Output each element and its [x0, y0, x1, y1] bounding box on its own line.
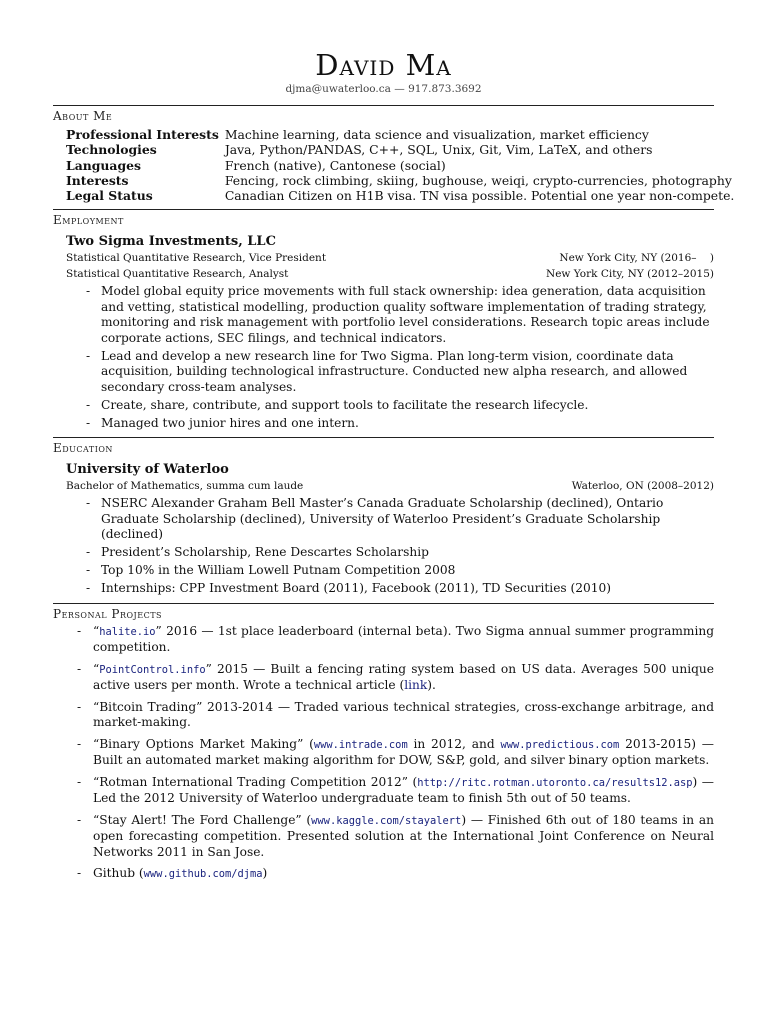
- about-table: [66, 127, 734, 203]
- degree-title: Bachelor of Mathematics, summa cum laude: [66, 480, 304, 493]
- about-key: Professional Interests: [66, 127, 219, 142]
- projects-list: [53, 624, 714, 883]
- list-item: - Github (www.github.com/djma): [77, 866, 268, 881]
- about-row: [66, 173, 734, 188]
- list-item: - Lead and develop a new research line for Two Sigma. Plan long-term vision, coordinate data acquisition, building technological infrastructure. Conducted new alpha research, and allowed secondary cross-team analyses.: [86, 348, 688, 394]
- list-item: - “Binary Options Market Making” (www.intrade.com in 2012, and www.predictious.com 2013-2015) — Built an automated market making algorithm for DOW, S&P, gold, and silver binary option markets.: [77, 736, 714, 768]
- list-item: - Top 10% in the William Lowell Putnam Competition 2008: [86, 563, 456, 578]
- resume-page: [53, 48, 735, 889]
- section-divider: [53, 209, 714, 210]
- about-value: Machine learning, data science and visualization, market efficiency: [224, 127, 649, 142]
- about-value: Canadian Citizen on H1B visa. TN visa possible. Potential one year non-compete.: [224, 188, 735, 204]
- role-row: [66, 250, 714, 266]
- role-place: New York City, NY (2016– ): [559, 252, 714, 265]
- project-link[interactable]: http://ritc.rotman.utoronto.ca/results12.asp: [417, 776, 693, 789]
- project-link[interactable]: PointControl.info: [99, 663, 206, 676]
- list-item: - Managed two junior hires and one intern.: [86, 415, 359, 430]
- list-item: - “Stay Alert! The Ford Challenge” (www.kaggle.com/stayalert) — Finished 6th out of 180 teams in an open forecasting competition. Presented solution at the International Joint Conference on Neural Networks 2011 in San Jose.: [77, 812, 714, 859]
- project-link[interactable]: www.intrade.com: [313, 738, 408, 751]
- about-key: Technologies: [66, 142, 157, 158]
- section-title-employment: Employment: [53, 213, 124, 228]
- list-item: - “Bitcoin Trading” 2013-2014 — Traded various technical strategies, cross-exchange arbitrage, and market-making.: [77, 699, 714, 730]
- role-title: Statistical Quantitative Research, Vice President: [66, 252, 327, 265]
- about-key: Interests: [66, 172, 129, 188]
- education-list: [53, 496, 714, 597]
- list-item: - President’s Scholarship, Rene Descartes Scholarship: [86, 545, 429, 560]
- about-value: Fencing, rock climbing, skiing, bughouse, weiqi, crypto-currencies, photography: [224, 172, 732, 188]
- about-value: French (native), Cantonese (social): [224, 157, 446, 173]
- about-row: [66, 142, 734, 157]
- contact-line: djma@uwaterloo.ca — 917.873.3692: [285, 83, 482, 95]
- about-value: Java, Python/PANDAS, C++, SQL, Unix, Git, Vim, LaTeX, and others: [224, 142, 653, 158]
- list-item: - “PointControl.info” 2015 — Built a fencing rating system based on US data. Averages 500 unique active users per month. Wrote a technical article (link).: [77, 661, 714, 693]
- section-title-projects: Personal Projects: [53, 606, 163, 621]
- role-place: New York City, NY (2012–2015): [546, 268, 714, 281]
- section-title-about: About Me: [53, 109, 113, 123]
- section-title-education: Education: [53, 441, 113, 456]
- list-item: - NSERC Alexander Graham Bell Master’s Canada Graduate Scholarship (declined), Ontario Graduate Scholarship (declined), University of Waterloo President’s Graduate Scholarship (declined): [86, 496, 664, 542]
- school-name: University of Waterloo: [66, 462, 229, 478]
- list-item: - Model global equity price movements with full stack ownership: idea generation, data acquisition and vetting, statistical modelling, production quality software implementation of trading strategy, monitoring and risk management with portfolio level considerations. Research topic areas include corporate actions, SEC filings, and technical indicators.: [86, 284, 710, 345]
- about-key: Legal Status: [66, 188, 153, 204]
- list-item: - “Rotman International Trading Competition 2012” (http://ritc.rotman.utoronto.ca/results12.asp) — Led the 2012 University of Waterloo undergraduate team to finish 5th out of 50 teams.: [77, 774, 714, 806]
- section-divider: [53, 105, 714, 106]
- section-divider: [53, 437, 714, 438]
- degree-row: [66, 478, 714, 494]
- article-link[interactable]: link: [404, 678, 428, 693]
- resume-name: David Ma: [315, 48, 452, 82]
- employment-list: [53, 284, 714, 431]
- role-title: Statistical Quantitative Research, Analyst: [66, 268, 289, 281]
- project-link[interactable]: www.kaggle.com/stayalert: [311, 814, 462, 827]
- about-row: [66, 158, 734, 173]
- role-row: [66, 266, 714, 282]
- about-row: [66, 127, 734, 142]
- list-item: - Create, share, contribute, and support tools to facilitate the research lifecycle.: [86, 397, 589, 412]
- project-link[interactable]: halite.io: [99, 625, 156, 638]
- list-item: - Internships: CPP Investment Board (2011), Facebook (2011), TD Securities (2010): [86, 581, 612, 596]
- about-key: Languages: [66, 157, 141, 173]
- project-link[interactable]: www.predictious.com: [500, 738, 620, 751]
- list-item: - “halite.io” 2016 — 1st place leaderboard (internal beta). Two Sigma annual summer programming competition.: [77, 623, 714, 655]
- about-row: [66, 188, 734, 203]
- employer-name: Two Sigma Investments, LLC: [66, 234, 276, 250]
- section-divider: [53, 603, 714, 604]
- project-link[interactable]: www.github.com/djma: [143, 868, 263, 881]
- degree-place: Waterloo, ON (2008–2012): [571, 480, 714, 493]
